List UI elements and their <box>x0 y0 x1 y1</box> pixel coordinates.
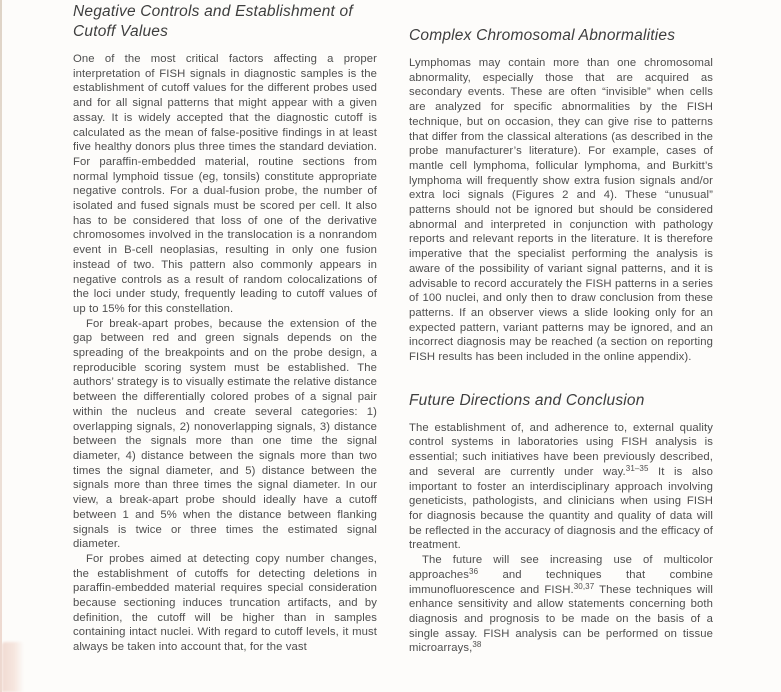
reference-superscript: 30,37 <box>573 581 595 591</box>
paragraph-text: The establishment of, and adherence to, external quality control systems in laboratories using FISH analysis is essential; such initiatives have been previously described, and several are currently under way. <box>409 421 713 478</box>
page-scan-edge-line <box>0 0 2 692</box>
paragraph-text: and techniques that combine immunofluorescence and FISH. <box>409 568 713 596</box>
text-column-left <box>73 2 377 655</box>
body-paragraph <box>409 56 713 365</box>
body-paragraph <box>409 553 713 656</box>
paragraph-text: These techniques will enhance sensitivity and allow statements concerning both diagnosis and prognosis to be made on the basis of a single assay. FISH analysis can be performed on tissue microarrays, <box>409 583 713 655</box>
body-paragraph <box>73 317 377 552</box>
paragraph-text: For break-apart probes, because the extension of the gap between red and green signals depends on the spreading of the breakpoints and on the probe design, a reproducible scoring system must be established. The authors’ strategy is to visually estimate the relative distance between the differentially colored probes of a signal pair within the nucleus and create several categories: 1) overlapping signals, 2) nonoverlapping signals, 3) distance between the signals more than one time the signal diameter, 4) distance between the signals more than two times the signal diameter, and 5) distance between the signals more than three times the signal diameter. In our view, a break-apart probe should ideally have a cutoff between 1 and 5% when the distance between flanking signals is twice or three times the estimated signal diameter. <box>73 317 377 551</box>
paragraph-text: One of the most critical factors affecting a proper interpretation of FISH signals in diagnostic samples is the establishment of cutoff values for the different probes used and for all signal patterns that might appear with a given assay. It is widely accepted that the diagnostic cutoff is calculated as the mean of false-positive findings in at least five healthy donors plus three times the standard deviation. For paraffin-embedded material, routine sections from normal lymphoid tissue (eg, tonsils) constitute appropriate negative controls. For a dual-fusion probe, the number of isolated and fused signals must be scored per cell. It also has to be considered that loss of one of the derivative chromosomes involved in the translocation is a nonrandom event in B-cell neoplasias, resulting in only one fusion instead of two. This pattern also commonly appears in negative controls as a result of random colocalizations of the loci under study, frequently leading to cutoff values of up to 15% for this constellation. <box>73 53 377 315</box>
reference-superscript: 36 <box>469 566 479 576</box>
body-paragraph <box>409 421 713 553</box>
paragraph-text: Lymphomas may contain more than one chromosomal abnormality, especially those that are acquired as secondary events. These are often “invisible” when cells are analyzed for specific abnormalities by the FISH technique, but on occasion, they can give rise to patterns that differ from the classical alterations (as described in the probe manufacturer’s literature). For example, cases of mantle cell lymphoma, follicular lymphoma, and Burkitt’s lymphoma will frequently show extra fusion signals and/or extra loci signals (Figures 2 and 4). These “unusual” patterns should not be ignored but should be considered abnormal and interpreted in conjunction with pathology reports and relevant reports in the literature. It is therefore imperative that the specialist performing the analysis is aware of the possibility of variant signal patterns, and it is advisable to record accurately the FISH patterns in a series of 100 nuclei, and only then to draw conclusion from these patterns. If an observer views a slide looking only for an expected pattern, variant patterns may be ignored, and an incorrect diagnosis may be reached (a section on reporting FISH results has been included in the online appendix). <box>409 57 713 364</box>
reference-superscript: 38 <box>472 640 482 650</box>
body-paragraph <box>73 552 377 655</box>
paragraph-text: The future will see increasing use of multicolor approaches <box>409 554 713 581</box>
paragraph-text: It is also important to foster an interdisciplinary approach involving geneticists, pathologists, and clinicians when using FISH for diagnosis because the quantity and quality of data will be reflected in the accuracy of diagnosis and the efficacy of treatment. <box>409 465 713 552</box>
section-heading: Future Directions and Conclusion <box>409 391 645 409</box>
section-heading: Negative Controls and Establishment of Cutoff Values <box>73 3 353 40</box>
page-scan-smudge <box>2 642 24 692</box>
section-heading: Complex Chromosomal Abnormalities <box>409 27 676 44</box>
text-column-right <box>409 26 713 656</box>
paragraph-text: For probes aimed at detecting copy number changes, the establishment of cutoffs for detecting deletions in paraffin-embedded material requires special consideration because sectioning induces truncation artifacts, and by definition, the cutoff will be higher than in samples containing intact nuclei. With regard to cutoff levels, it must always be taken into account that, for the vast <box>73 552 377 654</box>
body-paragraph <box>73 52 377 317</box>
reference-superscript: 31–35 <box>625 463 649 473</box>
